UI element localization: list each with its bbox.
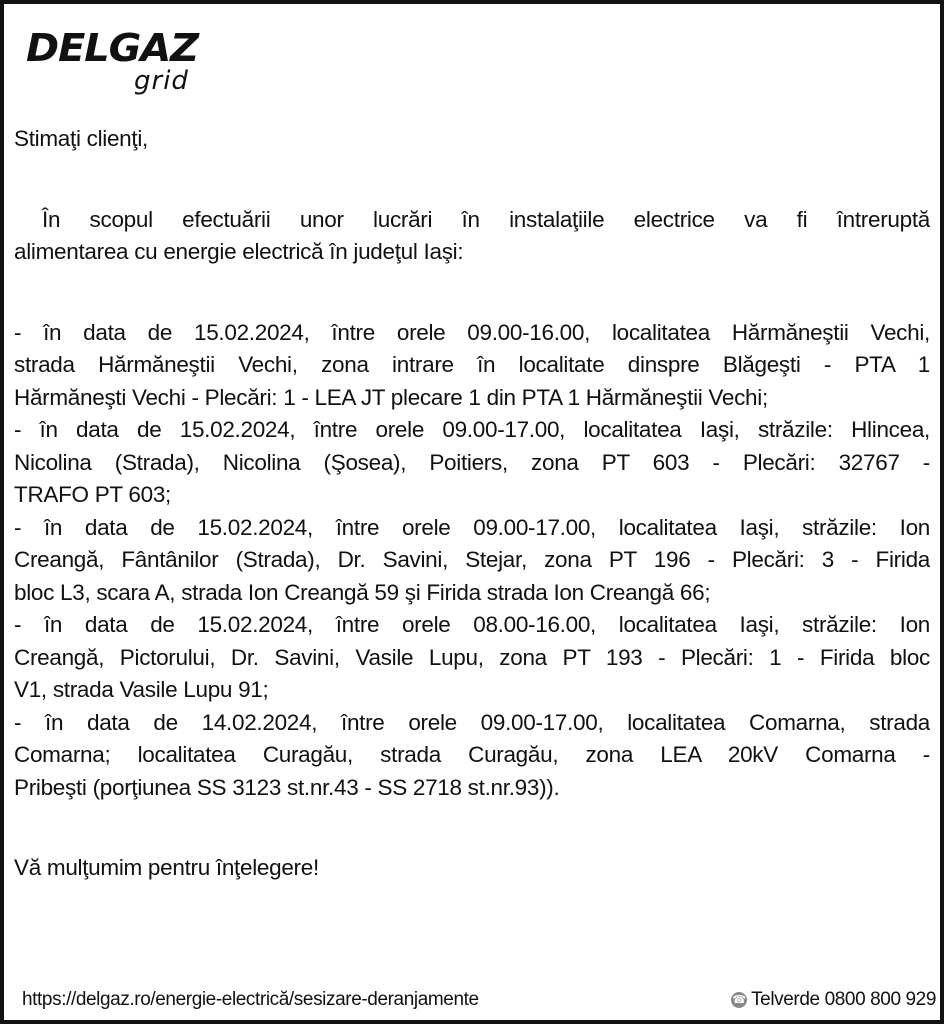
outage-line: Nicolina (Strada), Nicolina (Şosea), Poitiers, zona PT 603 - Plecări: 32767 - bbox=[14, 449, 930, 475]
outage-list bbox=[14, 317, 930, 805]
outage-line: - în data de 15.02.2024, între orele 09.00-16.00, localitatea Hărmăneştii Vechi, bbox=[14, 319, 930, 345]
phone-icon: ☎ bbox=[732, 994, 746, 1006]
outage-line: Creangă, Fântânilor (Strada), Dr. Savini, Stejar, zona PT 196 - Plecări: 3 - Firida bbox=[14, 547, 930, 572]
outage-line: - în data de 14.02.2024, între orele 09.00-17.00, localitatea Comarna, strada bbox=[14, 709, 930, 735]
outage-item bbox=[14, 317, 930, 415]
closing: Vă mulţumim pentru înţelegere! bbox=[14, 855, 319, 880]
outage-line: TRAFO PT 603; bbox=[14, 482, 171, 507]
logo-sub: grid bbox=[134, 66, 189, 96]
outage-line: Creangă, Pictorului, Dr. Savini, Vasile Lupu, zona PT 193 - Plecări: 1 - Firida bloc bbox=[14, 644, 930, 670]
outage-line: - în data de 15.02.2024, între orele 09.00-17.00, localitatea Iaşi, străzile: Hlincea, bbox=[14, 417, 930, 442]
outage-line: - în data de 15.02.2024, între orele 08.00-16.00, localitatea Iaşi, străzile: Ion bbox=[14, 612, 930, 637]
outage-line: V1, strada Vasile Lupu 91; bbox=[14, 677, 269, 702]
outage-line: bloc L3, scara A, strada Ion Creangă 59 şi Firida strada Ion Creangă 66; bbox=[14, 579, 711, 605]
outage-line: Comarna; localitatea Curagău, strada Curagău, zona LEA 20kV Comarna - bbox=[14, 742, 930, 767]
outage-line: Hărmăneşti Vechi - Plecări: 1 - LEA JT plecare 1 din PTA 1 Hărmăneştii Vechi; bbox=[14, 384, 768, 410]
greeting: Stimaţi clienţi, bbox=[14, 126, 148, 151]
outage-item bbox=[14, 512, 930, 610]
outage-item bbox=[14, 609, 930, 707]
logo-brand: DELGAZ bbox=[26, 26, 199, 70]
notice-body bbox=[14, 123, 930, 885]
outage-line: Pribeşti (porţiunea SS 3123 st.nr.43 - SS 2718 st.nr.93)). bbox=[14, 774, 560, 800]
report-fault-link[interactable]: https://delgaz.ro/energie-electrică/sesizare-deranjamente bbox=[22, 989, 479, 1010]
outage-line: strada Hărmăneştii Vechi, zona intrare în localitate dinspre Blăgeşti - PTA 1 bbox=[14, 352, 930, 377]
intro-line: În scopul efectuării unor lucrări în instalaţiile electrice va fi întreruptă bbox=[42, 206, 930, 232]
outage-line: - în data de 15.02.2024, între orele 09.00-17.00, localitatea Iaşi, străzile: Ion bbox=[14, 514, 930, 540]
outage-item bbox=[14, 707, 930, 805]
intro-line: alimentarea cu energie electrică în judeţul Iaşi: bbox=[14, 239, 464, 264]
delgaz-grid-logo bbox=[26, 28, 211, 98]
outage-item bbox=[14, 414, 930, 512]
hotline bbox=[731, 989, 936, 1011]
hotline-number: Telverde 0800 800 929 bbox=[751, 989, 936, 1010]
